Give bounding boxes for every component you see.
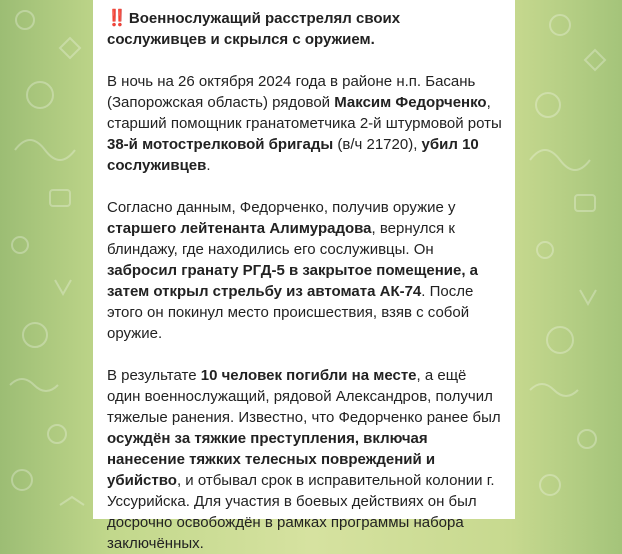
p2-bold-1: старшего лейтенанта Алимурадова — [107, 220, 372, 237]
p1-text-1: В ночь на 26 октября 2024 года в районе н.п. Басань (Запорожская область) рядовой — [107, 73, 476, 111]
double-exclamation-icon: ‼️ — [107, 10, 125, 27]
message-bubble — [93, 0, 515, 552]
message-paragraph-2 — [107, 197, 502, 344]
p2-text-2: , вернулся к блиндажу, где находились его сослуживцы. Он — [107, 220, 455, 258]
p1-text-2: , старший помощник гранатометчика 2-й штурмовой роты — [107, 94, 502, 132]
message-paragraph-1 — [107, 71, 502, 176]
p2-text-3: . После этого он покинул место происшествия, взяв с собой оружие. — [107, 283, 474, 342]
headline-text: Военнослужащий расстрелял своих сослуживцев и скрылся с оружием. — [107, 10, 401, 48]
p3-text-3: , и отбывал срок в исправительной колонии г. Уссурийска. Для участия в боевых действиях он был досрочно освобождён в рамках программы набора заключённых. — [107, 472, 495, 552]
p1-text-3: (в/ч 21720), — [333, 136, 422, 153]
message-paragraph-3 — [107, 365, 502, 554]
message-headline — [107, 8, 502, 50]
p1-bold-1: Максим Федорченко — [334, 94, 487, 111]
p3-text-1: В результате — [107, 367, 201, 384]
p3-text-2: , а ещё один военнослужащий, рядовой Александров, получил тяжелые ранения. Известно, что Федорченко ранее был — [107, 367, 501, 426]
p2-text-1: Согласно данным, Федорченко, получив оружие у — [107, 199, 456, 216]
p3-bold-1: 10 человек погибли на месте — [200, 367, 417, 384]
p1-bold-3: убил 10 сослуживцев — [107, 136, 479, 174]
p3-bold-2: осуждён за тяжкие преступления, включая нанесение тяжких телесных повреждений и убийство — [107, 430, 436, 489]
p1-text-4: . — [206, 157, 211, 174]
p1-bold-2: 38-й мотострелковой бригады — [107, 136, 334, 153]
p2-bold-2: забросил гранату РГД-5 в закрытое помещение, а затем открыл стрельбу из автомата АК-74 — [107, 262, 479, 300]
